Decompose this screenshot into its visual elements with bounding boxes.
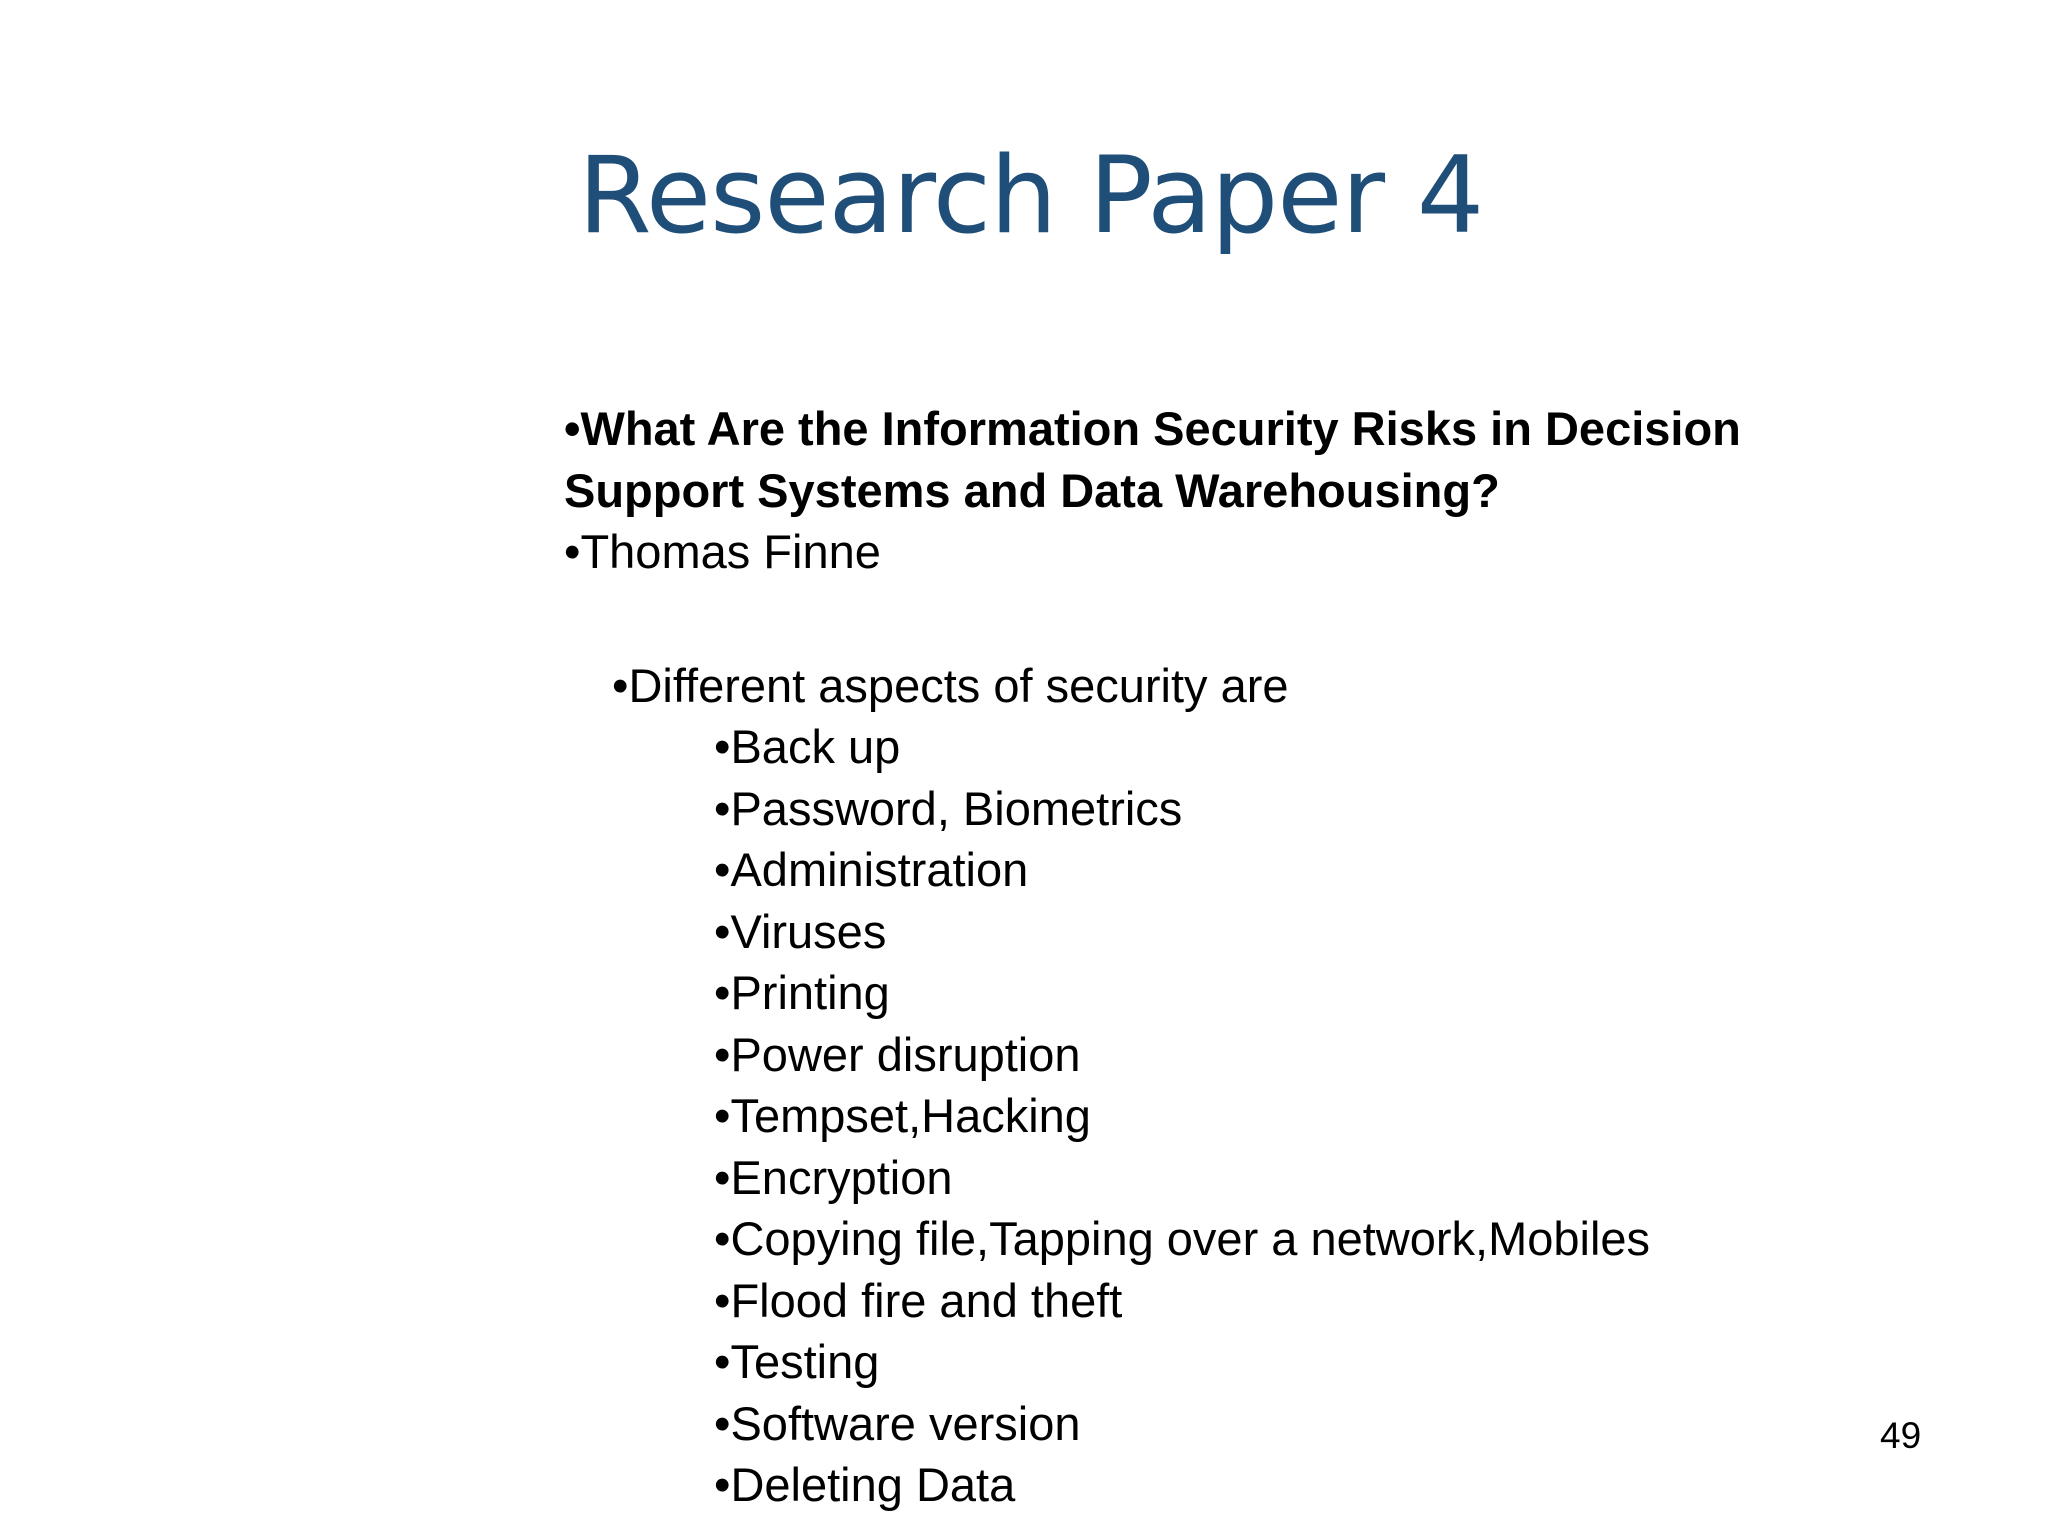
slide-content [564, 398, 1964, 1516]
list-item-power-disruption: •Power disruption [714, 1027, 1081, 1081]
list-item-printing: •Printing [714, 966, 890, 1019]
list-item-back-up: •Back up [714, 720, 901, 773]
list-item-administration: •Administration [714, 843, 1029, 896]
paper-author: •Thomas Finne [564, 525, 881, 578]
list-item-encryption: •Encryption [714, 1150, 953, 1204]
slide-title: Research Paper 4 [578, 134, 1484, 257]
list-item-viruses: •Viruses [714, 904, 887, 958]
list-item-flood-fire-theft: •Flood fire and theft [714, 1273, 1123, 1327]
list-item-deleting-data: •Deleting Data [714, 1458, 1016, 1511]
list-item-copying-file: •Copying file,Tapping over a network,Mobiles [714, 1212, 1651, 1265]
security-aspects-intro: •Different aspects of security are [612, 658, 1289, 712]
list-item-password-biometrics: •Password, Biometrics [714, 781, 1183, 835]
list-item-tempset-hacking: •Tempset,Hacking [714, 1089, 1091, 1142]
paper-title-line-2: Support Systems and Data Warehousing? [564, 463, 1500, 517]
paper-title-line-1: •What Are the Information Security Risks in Decision [564, 402, 1741, 455]
page-number: 49 [1880, 1415, 1922, 1456]
security-aspects-list [564, 716, 1964, 1516]
list-item-software-version: •Software version [714, 1396, 1081, 1450]
list-item-testing: •Testing [714, 1335, 880, 1388]
